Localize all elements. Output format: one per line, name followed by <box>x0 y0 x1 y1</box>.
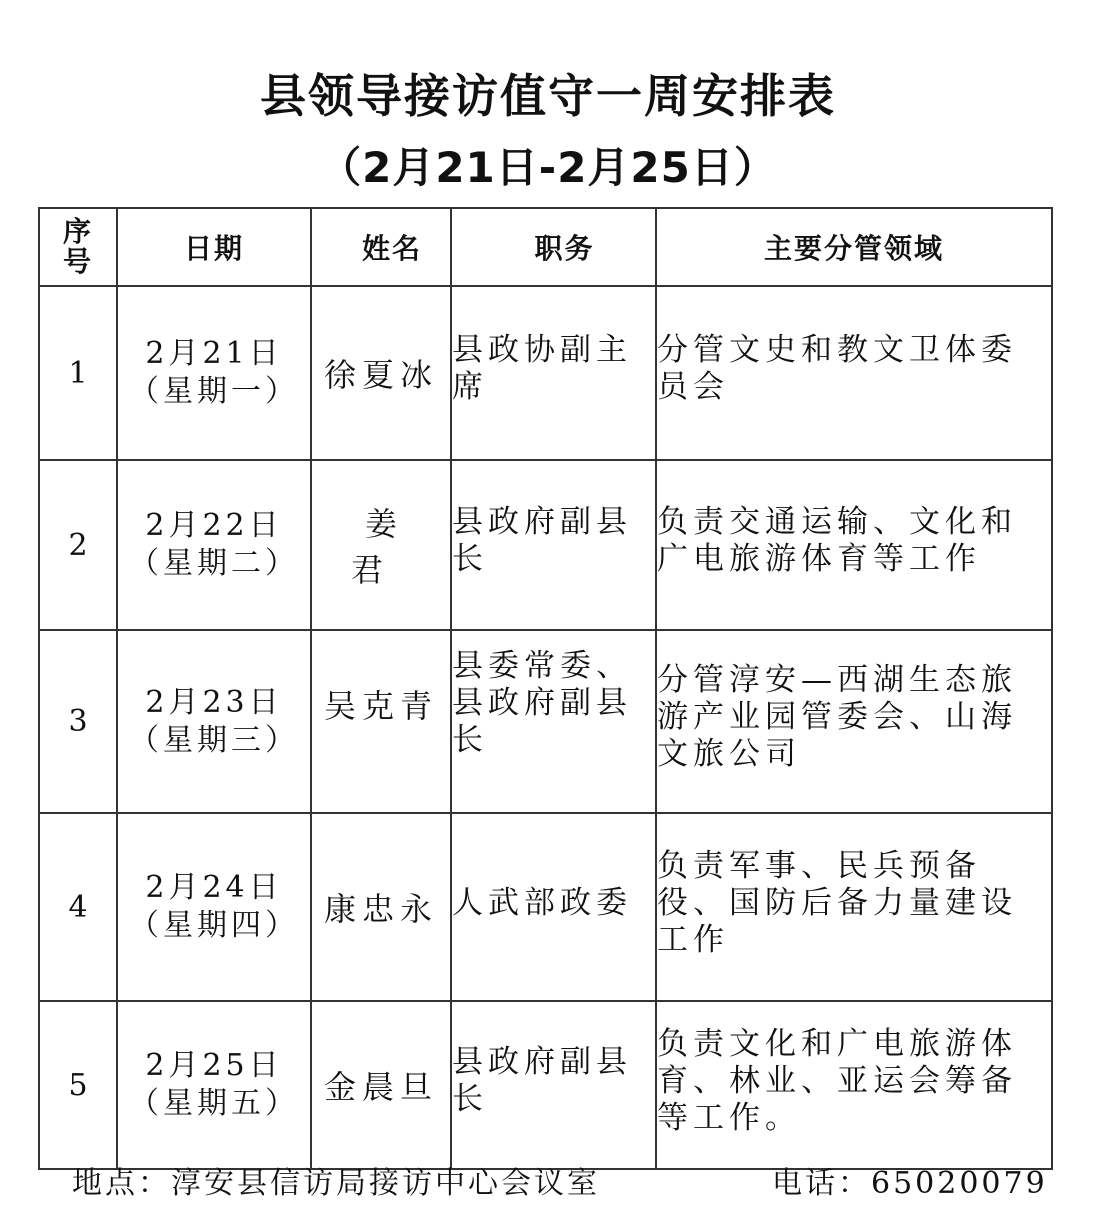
row-seq: 4 <box>39 813 117 1001</box>
row-leader-name: 康忠永 <box>311 813 451 1001</box>
row-date <box>117 1001 311 1169</box>
row-date-weekday: （星期五） <box>129 1086 299 1121</box>
row-post-text: 人武部政委 <box>452 884 632 921</box>
row-seq: 1 <box>39 286 117 460</box>
row-date-weekday: （星期四） <box>129 908 299 943</box>
row-area <box>656 286 1052 460</box>
row-leader-name <box>311 630 451 813</box>
row-post <box>451 286 656 460</box>
row-date-day: 2月21日 <box>145 336 283 371</box>
row-seq: 5 <box>39 1001 117 1169</box>
row-area-text: 分管淳安—西湖生态旅游产业园管委会、山海文旅公司 <box>657 662 1017 772</box>
row-leader-name: 徐夏冰 <box>311 286 451 460</box>
row-area <box>656 1001 1052 1169</box>
table-row <box>39 1001 1052 1169</box>
column-header-seq <box>39 208 117 286</box>
column-header-name: 姓名 <box>311 208 451 286</box>
row-area-text: 负责军事、民兵预备役、国防后备力量建设工作 <box>657 847 1017 958</box>
row-leader-name: 姜君 <box>311 460 451 630</box>
row-date-weekday: （星期一） <box>129 374 299 409</box>
row-post-text: 县委常委、县政府副县长 <box>452 648 632 758</box>
table-row <box>39 630 1052 813</box>
row-leader-name: 金晨旦 <box>311 1001 451 1169</box>
row-post <box>451 813 656 1001</box>
row-post <box>451 460 656 630</box>
row-date-weekday: （星期三） <box>129 722 299 758</box>
row-date <box>117 460 311 630</box>
row-date <box>117 286 311 460</box>
row-area <box>656 813 1052 1001</box>
row-date-weekday: （星期二） <box>129 546 299 581</box>
date-range-subtitle: （2月21日-2月25日） <box>319 143 777 192</box>
row-post-text: 县政协副主席 <box>452 332 632 405</box>
row-area-text: 分管文史和教文卫体委员会 <box>657 332 1017 405</box>
column-header-seq-text: 序 号 <box>62 215 93 278</box>
table-row <box>39 460 1052 630</box>
row-post-text: 县政府副县长 <box>452 1044 632 1117</box>
row-post-text: 县政府副县长 <box>452 504 632 577</box>
row-date-day: 2月24日 <box>145 870 283 905</box>
duty-schedule-table <box>38 207 1053 1170</box>
row-seq: 2 <box>39 460 117 630</box>
row-leader-name-text: 吴克青 <box>323 686 438 725</box>
page-title: 县领导接访值守一周安排表 <box>260 69 836 123</box>
row-area-text: 负责交通运输、文化和广电旅游体育等工作 <box>657 504 1017 577</box>
row-date <box>117 813 311 1001</box>
column-header-post: 职务 <box>451 208 656 286</box>
table-row <box>39 813 1052 1001</box>
row-area-text: 负责文化和广电旅游体育、林业、亚运会筹备等工作。 <box>657 1025 1017 1136</box>
row-area <box>656 460 1052 630</box>
row-date-day: 2月22日 <box>145 508 283 543</box>
column-header-area: 主要分管领域 <box>656 208 1052 286</box>
phone-text: 电话：65020079 <box>772 1166 1048 1201</box>
row-post <box>451 630 656 813</box>
table-header-row <box>39 208 1052 286</box>
column-header-date: 日期 <box>117 208 311 286</box>
row-date <box>117 630 311 813</box>
row-post <box>451 1001 656 1169</box>
row-date-day: 2月23日 <box>145 684 283 720</box>
table-row <box>39 286 1052 460</box>
row-area <box>656 630 1052 813</box>
row-date-day: 2月25日 <box>145 1048 283 1083</box>
location-text: 地点：淳安县信访局接访中心会议室 <box>72 1166 600 1201</box>
row-seq: 3 <box>39 630 117 813</box>
